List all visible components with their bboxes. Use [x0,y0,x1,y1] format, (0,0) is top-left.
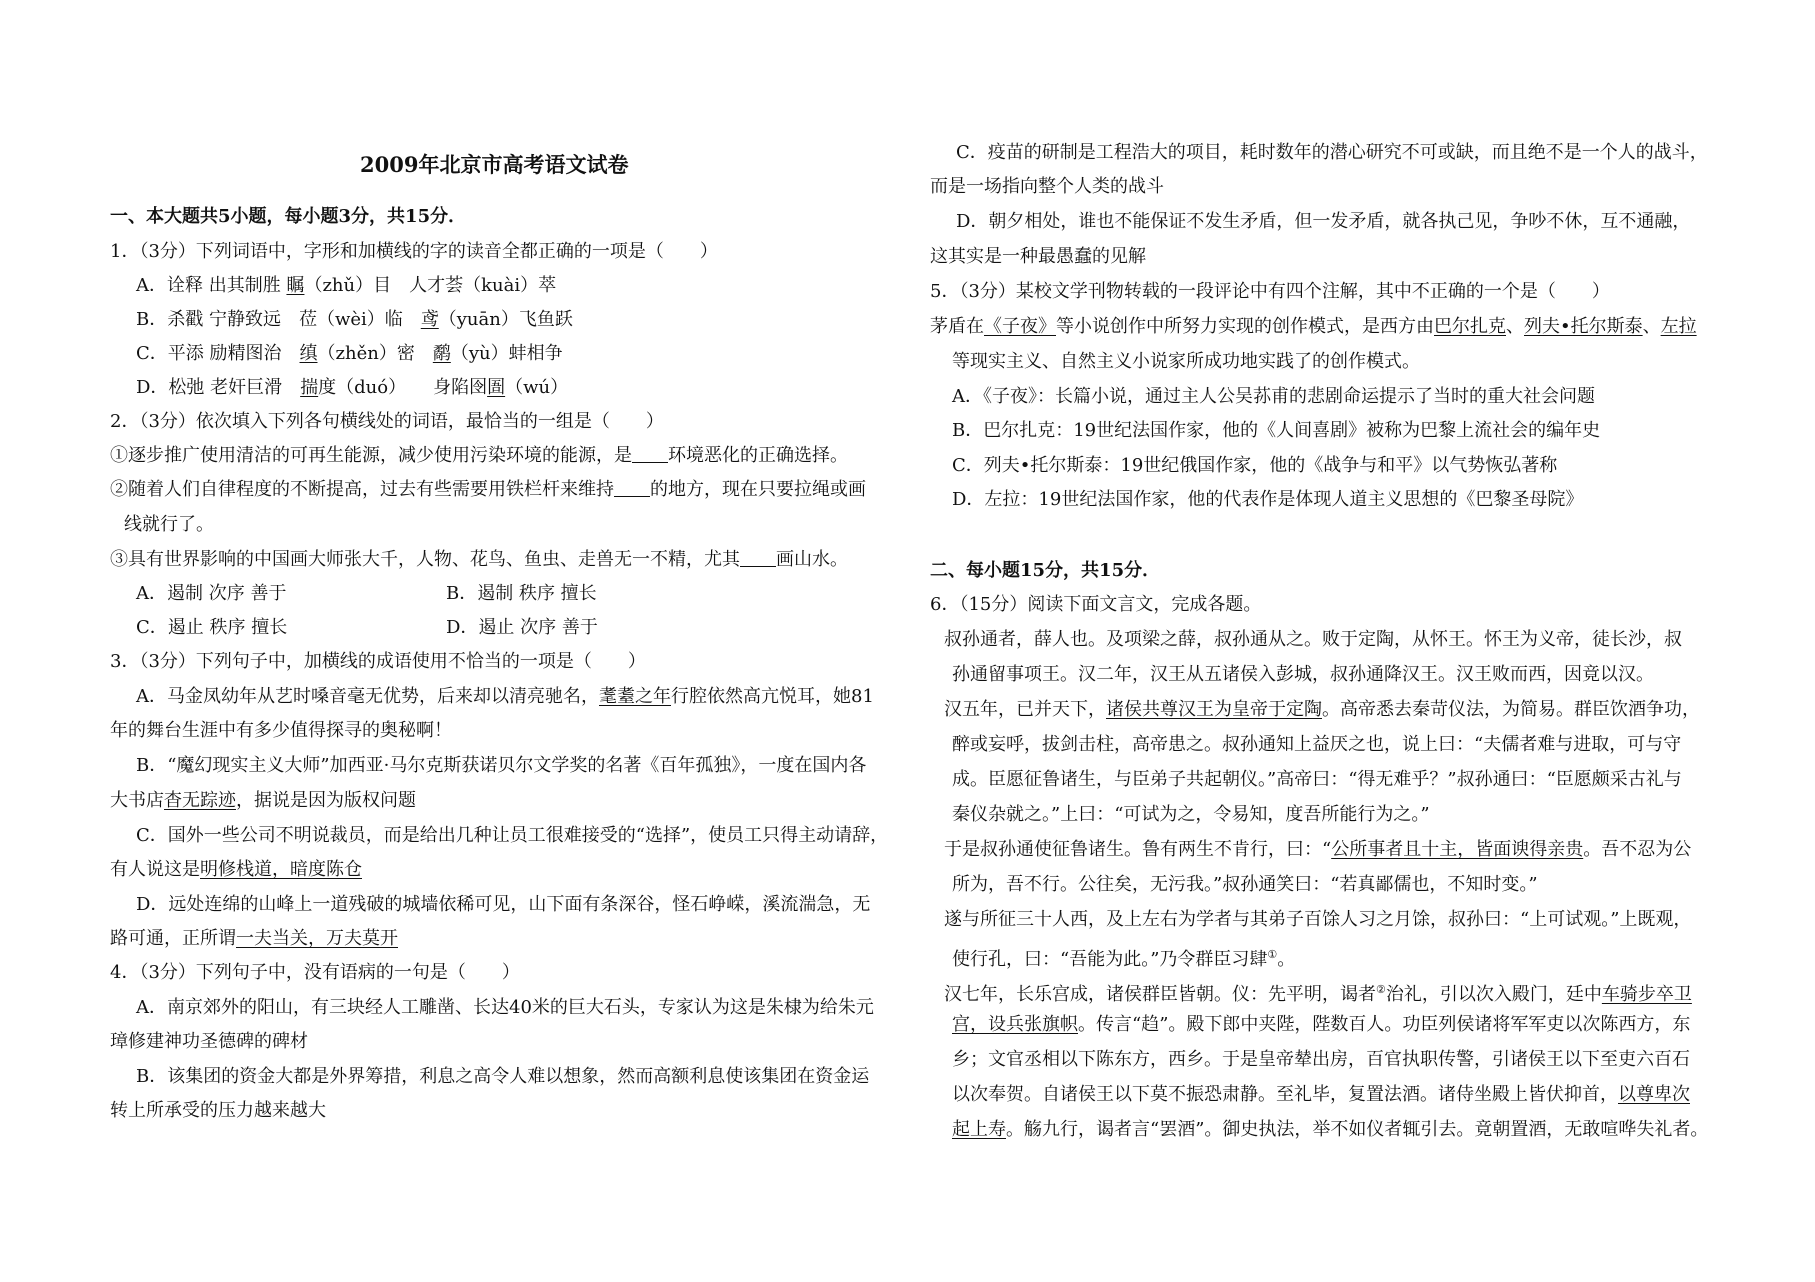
q6-passage-line1: 叔孙通者，薛人也。及项梁之薛，叔孙通从之。败于定陶，从怀王。怀王为义帝，徒长沙，叔 [944,629,1682,650]
q6-passage-line9: 遂与所征三十人西，及上左右为学者与其弟子百馀人习之月馀，叔孙曰：“上可试观。”上既观， [944,909,1692,930]
q3-option-c-line2: 有人说这是明修栈道，暗度陈仓 [110,859,362,880]
q4-option-a-line2: 璋修建神功圣德碑的碑材 [110,1031,308,1052]
q5-stem: 5．（3分）某校文学刊物转载的一段评论中有四个注解，其中不正确的一个是（ ） [930,281,1610,302]
q2-option-b: B．遏制 秩序 擅长 [446,583,597,604]
q3-option-a-line1: A．马金凤幼年从艺时嗓音毫无优势，后来却以清亮驰名，耄耋之年行腔依然高亢悦耳，她81 [136,686,874,707]
q3-option-b-line2: 大书店杳无踪迹，据说是因为版权问题 [110,790,416,811]
q2-sentence-2-cont: 线就行了。 [124,514,214,535]
q3-option-d-line1: D．远处连绵的山峰上一道残破的城墙依稀可见，山下面有条深谷，怪石峥嵘，溪流湍急，无 [136,894,871,915]
q5-option-a: A．《子夜》：长篇小说，通过主人公吴荪甫的悲剧命运提示了当时的重大社会问题 [952,386,1595,407]
q3-option-d-line2: 路可通，正所谓一夫当关，万夫莫开 [110,928,398,949]
q2-sentence-1: ①逐步推广使用清洁的可再生能源，减少使用污染环境的能源，是 环境恶化的正确选择。 [110,445,848,466]
q6-passage-line4: 醉或妄呼，拔剑击柱，高帝患之。叔孙通知上益厌之也，说上曰：“夫儒者难与进取，可与守 [952,734,1682,755]
q2-option-c: C．遏止 秩序 擅长 [136,617,288,638]
q6-stem: 6．（15分）阅读下面文言文，完成各题。 [930,594,1262,615]
q5-passage-line2: 等现实主义、自然主义小说家所成功地实践了的创作模式。 [952,351,1420,372]
q2-sentence-3: ③具有世界影响的中国画大师张大千，人物、花鸟、鱼虫、走兽无一不精，尤其 画山水。 [110,549,848,570]
q6-passage-line11: 汉七年，长乐宫成，诸侯群臣皆朝。仪：先平明，谒者②治礼，引以次入殿门，廷中车骑步卒卫 [944,983,1692,1005]
q6-passage-line15: 起上寿。觞九行，谒者言“罢酒”。御史执法，举不如仪者辄引去。竟朝置酒，无敢喧哗失礼者。 [952,1119,1709,1140]
q1-option-c: C．平添 励精图治 缜（zhěn）密 鹬（yù）蚌相争 [136,343,563,364]
q2-option-a: A．遏制 次序 善于 [136,583,287,604]
q1-option-b: B．杀戳 宁静致远 莅（wèi）临 鸢（yuān）飞鱼跃 [136,309,573,330]
q5-passage-line1: 茅盾在《子夜》等小说创作中所努力实现的创作模式，是西方由巴尔扎克、列夫•托尔斯泰、左拉 [930,316,1697,337]
section1-heading: 一、本大题共5小题，每小题3分，共15分． [110,206,467,227]
q1-option-a: A．诠释 出其制胜 瞩（zhǔ）目 人才荟（kuài）萃 [136,275,557,296]
q3-option-a-line2: 年的舞台生涯中有多少值得探寻的奥秘啊！ [110,720,452,741]
q4-option-b-line1: B．该集团的资金大都是外界筹措，利息之高令人难以想象，然而高额利息使该集团在资金运 [136,1066,870,1087]
page-title: 2009年北京市高考语文试卷 [360,152,629,177]
q6-passage-line7: 于是叔孙通使征鲁诸生。鲁有两生不肯行，曰：“公所事者且十主，皆面谀得亲贵。吾不忍为公 [944,839,1692,860]
q4-option-d-line1: D．朝夕相处，谁也不能保证不发生矛盾，但一发矛盾，就各执己见，争吵不休，互不通融， [956,211,1691,232]
q6-passage-line2: 孙通留事项王。汉二年，汉王从五诸侯入彭城，叔孙通降汉王。汉王败而西，因竟以汉。 [952,664,1654,685]
q2-options-cd [110,611,598,645]
q6-passage-line13: 乡；文官丞相以下陈东方，西乡。于是皇帝辇出房，百官执职传警，引诸侯王以下至吏六百石 [952,1049,1690,1070]
q4-option-c-line1: C．疫苗的研制是工程浩大的项目，耗时数年的潜心研究不可或缺，而且绝不是一个人的战斗， [956,142,1708,163]
q2-sentence-2: ②随着人们自律程度的不断提高，过去有些需要用铁栏杆来维持 的地方，现在只要拉绳或画 [110,479,866,500]
q6-passage-line12: 宫，设兵张旗帜。传言“趋”。殿下郎中夹陛，陛数百人。功臣列侯诸将军军吏以次陈西方，东 [952,1014,1691,1035]
q4-option-a-line1: A．南京郊外的阳山，有三块经人工雕凿、长达40米的巨大石头，专家认为这是朱棣为给朱元 [136,997,874,1018]
q4-option-c-line2: 而是一场指向整个人类的战斗 [930,176,1164,197]
q6-passage-line6: 秦仪杂就之。”上曰：“可试为之，令易知，度吾所能行为之。” [952,804,1430,825]
q6-passage-line8: 所为，吾不行。公往矣，无污我。”叔孙通笑曰：“若真鄙儒也，不知时变。” [952,874,1538,895]
q4-stem: 4．（3分）下列句子中，没有语病的一句是（ ） [110,962,520,983]
q6-passage-line14: 以次奉贺。自诸侯王以下莫不振恐肃静。至礼毕，复置法酒。诸侍坐殿上皆伏抑首，以尊卑次 [952,1084,1690,1105]
q1-stem: 1．（3分）下列词语中，字形和加横线的字的读音全都正确的一项是（ ） [110,241,718,262]
q3-option-b-line1: B．“魔幻现实主义大师”加西亚·马尔克斯获诺贝尔文学奖的名著《百年孤独》，一度在国内各 [136,755,867,776]
q3-stem: 3．（3分）下列句子中，加横线的成语使用不恰当的一项是（ ） [110,651,646,672]
q2-options-ab [110,577,597,611]
q2-option-d: D．遏止 次序 善于 [446,617,598,638]
q5-option-c: C．列夫•托尔斯泰：19世纪俄国作家，他的《战争与和平》以气势恢弘著称 [952,455,1558,476]
q5-option-d: D．左拉：19世纪法国作家，他的代表作是体现人道主义思想的《巴黎圣母院》 [952,489,1584,510]
section2-heading: 二、每小题15分，共15分． [930,560,1161,581]
q4-option-b-line2: 转上所承受的压力越来越大 [110,1100,326,1121]
q6-passage-line3: 汉五年，已并天下，诸侯共尊汉王为皇帝于定陶。高帝悉去秦苛仪法，为简易。群臣饮酒争功， [944,699,1700,720]
q6-passage-line10: 使行孔，曰：“吾能为此。”乃令群臣习肆①。 [952,948,1296,970]
q5-option-b: B．巴尔扎克：19世纪法国作家，他的《人间喜剧》被称为巴黎上流社会的编年史 [952,420,1601,441]
q4-option-d-line2: 这其实是一种最愚蠢的见解 [930,246,1146,267]
q2-stem: 2．（3分）依次填入下列各句横线处的词语，最恰当的一组是（ ） [110,411,664,432]
q6-passage-line5: 成。臣愿征鲁诸生，与臣弟子共起朝仪。”高帝曰：“得无难乎？”叔孙通曰：“臣愿颇采古礼与 [952,769,1682,790]
q1-option-d: D．松弛 老奸巨滑 揣度（duó） 身陷囹圄（wú） [136,377,569,398]
q3-option-c-line1: C．国外一些公司不明说裁员，而是给出几种让员工很难接受的“选择”，使员工只得主动请辞， [136,825,889,846]
